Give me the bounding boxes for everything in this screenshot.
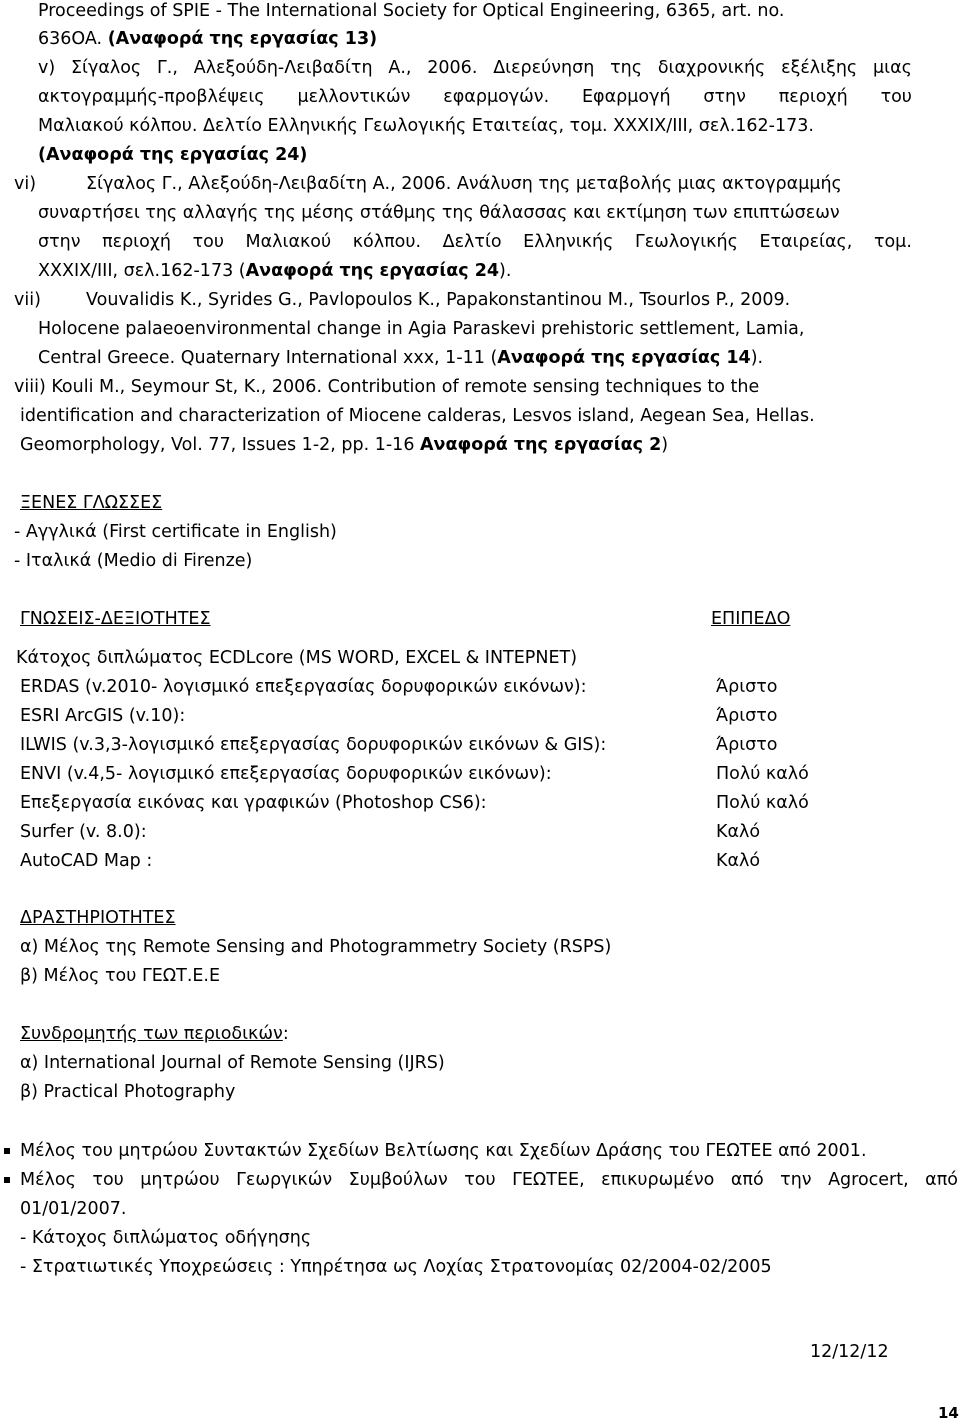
word: ακτογραμμής-προβλέψεις	[38, 87, 265, 107]
skill-name: ENVI (v.4,5- λογισμικό επεξεργασίας δορυφορικών εικόνων):	[20, 764, 552, 784]
ref-viii-line: viii) Kouli M., Seymour St, K., 2006. Contribution of remote sensing techniques to the	[14, 377, 760, 397]
ref-text: ).	[499, 261, 512, 281]
ref-text: )	[661, 435, 669, 455]
ref-vi-line: συναρτήσει της αλλαγής της μέσης στάθμης της θάλασσας και εκτίμηση των επιπτώσεων	[38, 203, 840, 223]
word: Δελτίο	[442, 232, 502, 252]
word: στην	[703, 87, 746, 107]
ref-citation: (Αναφορά της εργασίας 13)	[107, 29, 378, 49]
ref-vii-line: Vouvalidis K., Syrides G., Pavlopoulos K., Papakonstantinou M., Tsourlos P., 2009.	[86, 290, 791, 310]
word: μητρώου	[140, 1170, 220, 1190]
word: κόλπου.	[352, 232, 422, 252]
square-bullet-icon	[4, 1177, 10, 1183]
ref-v-line	[38, 57, 912, 79]
word: τομ.	[873, 232, 912, 252]
ref-text: Geomorphology, Vol. 77, Issues 1-2, pp. 1-16	[20, 435, 421, 455]
word: της	[610, 58, 643, 78]
ref-vi-line	[38, 260, 511, 282]
word: Εφαρμογή	[582, 87, 671, 107]
ref-citation: (Αναφορά της εργασίας 24)	[38, 145, 308, 165]
word: Ελληνικής	[523, 232, 614, 252]
ref-vii-line: Holocene palaeoenvironmental change in Agia Paraskevi prehistoric settlement, Lamia,	[38, 319, 805, 339]
skill-name: Επεξεργασία εικόνας και γραφικών (Photoshop CS6):	[20, 793, 487, 813]
word: Συμβούλων	[348, 1170, 448, 1190]
word: του	[880, 87, 912, 107]
word: μελλοντικών	[297, 87, 411, 107]
language-item: - Ιταλικά (Medio di Firenze)	[14, 551, 253, 571]
word: Α.,	[388, 58, 412, 78]
ref-v-line	[38, 86, 912, 108]
language-item: - Αγγλικά (First certificate in English)	[14, 522, 337, 542]
ref-vii-line	[38, 347, 763, 369]
membership-item	[20, 1169, 958, 1191]
word: περιοχή	[102, 232, 172, 252]
skill-level: Καλό	[716, 822, 761, 842]
skill-level: Άριστο	[716, 735, 778, 755]
ref-citation: Αναφορά της εργασίας 2	[420, 435, 662, 455]
level-heading: ΕΠΙΠΕΔΟ	[711, 609, 791, 629]
ref-line: Proceedings of SPIE - The International Society for Optical Engineering, 6365, art. no.	[38, 1, 785, 21]
word: Εταιρείας,	[759, 232, 853, 252]
subscriptions-heading	[20, 1023, 289, 1045]
ref-vi-line	[38, 231, 912, 253]
ref-line	[38, 28, 377, 50]
skill-name: Surfer (v. 8.0):	[20, 822, 147, 842]
skill-name: ILWIS (v.3,3-λογισμικό επεξεργασίας δορυφορικών εικόνων & GIS):	[20, 735, 607, 755]
word: εφαρμογών.	[443, 87, 550, 107]
ref-vii-number: vii)	[14, 290, 41, 310]
ref-citation: Αναφορά της εργασίας 24	[245, 261, 500, 281]
ref-vi-line: Σίγαλος Γ., Αλεξούδη-Λειβαδίτη Α., 2006. Ανάλυση της μεταβολής μιας ακτογραμμής	[86, 174, 842, 194]
word: του	[192, 232, 224, 252]
word: από	[925, 1170, 958, 1190]
ref-text: ).	[750, 348, 764, 368]
word: Διερεύνηση	[493, 58, 595, 78]
word: ΓΕΩΤΕΕ,	[512, 1170, 585, 1190]
word: την	[780, 1170, 812, 1190]
word: Γεωργικών	[236, 1170, 333, 1190]
word: Γ.,	[157, 58, 178, 78]
skill-level: Άριστο	[716, 706, 778, 726]
word: 2006.	[427, 58, 478, 78]
ref-viii-line: identification and characterization of Miocene calderas, Lesvos island, Aegean Sea, Hellas.	[20, 406, 815, 426]
driving-license-line: - Κάτοχος διπλώματος οδήγησης	[20, 1228, 312, 1248]
skill-name: AutoCAD Map :	[20, 851, 153, 871]
word: στην	[38, 232, 81, 252]
word: Αλεξούδη-Λειβαδίτη	[193, 58, 373, 78]
page-number: 14	[938, 1404, 959, 1422]
ref-viii-line	[20, 434, 668, 456]
subscription-item: β) Practical Photography	[20, 1082, 236, 1102]
skill-name: ESRI ArcGIS (v.10):	[20, 706, 186, 726]
subscriptions-heading-colon: :	[282, 1024, 289, 1044]
ecdl-line: Κάτοχος διπλώματος ECDLcore (MS WORD, EXCEL & ΙΝΤΕΡΝΕΤ)	[16, 648, 578, 668]
subscription-item: α) International Journal of Remote Sensing (IJRS)	[20, 1053, 445, 1073]
membership-item: Μέλος του μητρώου Συντακτών Σχεδίων Βελτίωσης και Σχεδίων Δράσης του ΓΕΩΤΕΕ από 2001.	[20, 1141, 867, 1161]
ref-text: Central Greece. Quaternary International xxx, 1-11 (	[38, 348, 498, 368]
square-bullet-icon	[4, 1148, 10, 1154]
ref-citation: Αναφορά της εργασίας 14	[497, 348, 751, 368]
skills-heading: ΓΝΩΣΕΙΣ-ΔΕΞΙΟΤΗΤΕΣ	[20, 609, 211, 629]
activity-item: β) Μέλος του ΓΕΩΤ.Ε.Ε	[20, 966, 221, 986]
document-date: 12/12/12	[810, 1342, 889, 1362]
military-service-line: - Στρατιωτικές Υποχρεώσεις : Υπηρέτησα ως Λοχίας Στρατονομίας 02/2004-02/2005	[20, 1257, 772, 1277]
word: του	[464, 1170, 496, 1190]
word: διαχρονικής	[657, 58, 766, 78]
word: Agrocert,	[828, 1170, 909, 1190]
skill-level: Καλό	[716, 851, 761, 871]
activities-heading: ΔΡΑΣΤΗΡΙΟΤΗΤΕΣ	[20, 908, 176, 928]
languages-heading: ΞΕΝΕΣ ΓΛΩΣΣΕΣ	[20, 493, 163, 513]
ref-v-line: Μαλιακού κόλπου. Δελτίο Ελληνικής Γεωλογικής Εταιτείας, τομ. XXXIX/III, σελ.162-173.	[38, 116, 814, 136]
ref-text: XXXIX/III, σελ.162-173 (	[38, 261, 246, 281]
word: περιοχή	[778, 87, 848, 107]
word: Μέλος	[20, 1170, 76, 1190]
word: μιας	[873, 58, 912, 78]
ref-vi-number: vi)	[14, 174, 37, 194]
ref-text: 636OA.	[38, 29, 103, 49]
skill-name: ERDAS (v.2010- λογισμικό επεξεργασίας δορυφορικών εικόνων):	[20, 677, 587, 697]
skill-level: Πολύ καλό	[716, 764, 809, 784]
membership-item-cont: 01/01/2007.	[20, 1199, 127, 1219]
word: επικυρωμένο	[601, 1170, 715, 1190]
activity-item: α) Μέλος της Remote Sensing and Photogrammetry Society (RSPS)	[20, 937, 612, 957]
skill-level: Πολύ καλό	[716, 793, 809, 813]
word: του	[92, 1170, 124, 1190]
word: από	[730, 1170, 764, 1190]
subscriptions-heading-text: Συνδρομητής των περιοδικών	[20, 1024, 283, 1044]
word: Σίγαλος	[71, 58, 142, 78]
word: Γεωλογικής	[634, 232, 738, 252]
word: v)	[38, 58, 56, 78]
skill-level: Άριστο	[716, 677, 778, 697]
word: εξέλιξης	[781, 58, 858, 78]
word: Μαλιακού	[245, 232, 332, 252]
